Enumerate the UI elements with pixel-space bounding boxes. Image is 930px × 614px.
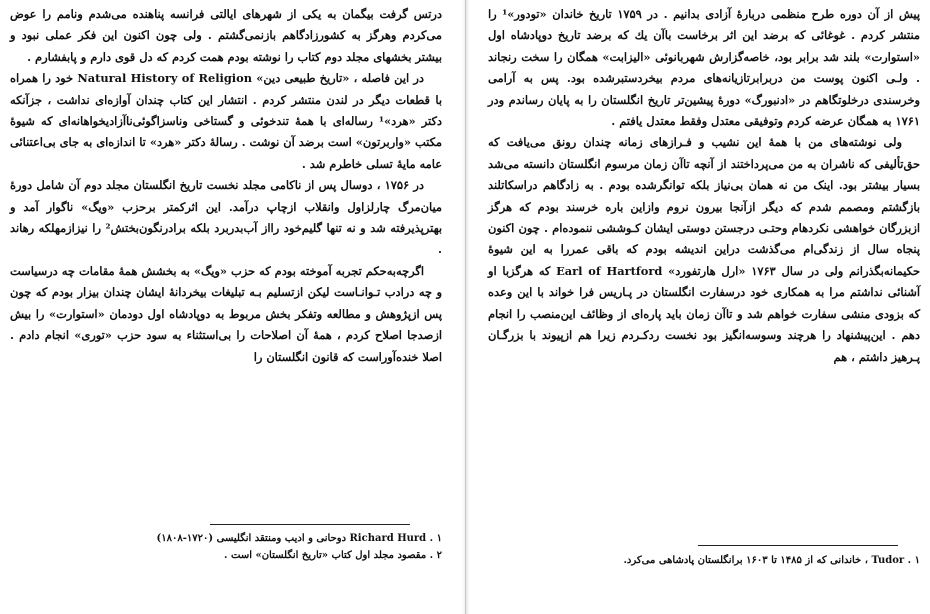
left-page bbox=[0, 0, 452, 614]
right-page-body bbox=[488, 4, 920, 368]
paragraph: ولی نوشته‌های من با همهٔ این نشیب و فـرازهای زمانه چندان رونق می‌یافت که حق‌تألیفی که ناشران به من می‌پرداختند از آنچه تاآن زمان مرسوم انگلستان دانسته می‌شد بسیار بیشتر بود. اینک من نه همان بی‌نیاز بلکه توانگرشده بودم . به زادگاهم دراسکاتلند بازگشتم ومصمم شدم که دیگر ازآنجا بیرون نروم وازاین باره خرسند بودم که هرگز ازبزرگان خواهشی نکردهام وحتـی درجستن دوستی ایشان کـوششی ننموده‌ام . چون اکنون پنجاه سال از زندگی‌ام می‌گذشت دراین اندیشه بودم که باقی عمررا به این شیوهٔ حکیمانه‌بگذرانم ولی در سال ۱۷۶۳ «ارل هارتفورد» Earl of Hartford که هرگزبا او آشنائی نداشتم مرا به همکاری خود درسفارت انگلستان در پـاریس فرا خواند با این وعده که بزودی منشی سفارت خواهم شد و تاآن زمان باید پاره‌ای از وظائف این‌منصب را انجام دهم . این‌پیشنهاد را هرچند وسوسه‌انگیز بود نخست ردکـردم زیرا هم ازپیوند با بزرگـان پـرهیز داشتم ، هم bbox=[488, 135, 920, 364]
footnote-divider bbox=[698, 545, 898, 546]
gutter-divider bbox=[465, 0, 466, 614]
left-page-body bbox=[10, 4, 442, 368]
paragraph: در ۱۷۵۶ ، دوسال پس از ناکامی مجلد نخست تاریخ انگلستان مجلد دوم آن شامل دورهٔ میان‌مرگ چارلزاول وانقلاب ازچاپ درآمد. این اثرکمتر برحزب «ویگ» ناگوار آمد و بهترپذیرفته شد و نه تنها گلیم‌خود رااز آب‌بدربرد بلکه برادرنگون‌بختش² را نیزازمهلکه رهاند . bbox=[10, 178, 442, 257]
paragraph: در این فاصله ، «تاریخ طبیعی دین» Natural History of Religion خود را همراه با قطعات دیگر در لندن منتشر کردم . انتشار این کتاب چندان آوازه‌ای نداشت ، جزآنکه دکتر «هرد»¹ رساله‌ای با همهٔ تندخوئی و گستاخی وناسزاگوئی‌ناآزادیخواهانه‌ای که شیوهٔ مکتب «واربرتون» است برضد آن نوشت . رسالهٔ دکتر «هرد» تا اندازه‌ای به جای بی‌اعتنائی عامه مایهٔ تسلی خاطرم شد . bbox=[9, 71, 442, 171]
footnote: ۱ . Tudor ، خاندانی که از ۱۴۸۵ تا ۱۶۰۳ برانگلستان پادشاهی می‌کرد. bbox=[623, 555, 920, 566]
footnote: ۲ . مقصود مجلد اول کتاب «تاریخ انگلستان» است . bbox=[224, 550, 442, 561]
paragraph: درتس گرفت بیگمان به یکی از شهرهای ایالتی فرانسه پناهنده می‌شدم ونامم را عوض می‌کردم وهرگز به کشورزادگاهم بازنمی‌گشتم . ولی چون اکنون این فکر عملی نبود و بیشتر بخشهای مجلد دوم کتاب را نوشته بودم همت کردم که دل قوی دارم و پابفشارم . bbox=[10, 7, 442, 64]
paragraph: پیش از آن دوره طرح منظمی دربارهٔ آزادی بدانیم . در ۱۷۵۹ تاریخ خاندان «تودور»¹ را منتشر کردم . غوغائی که برضد این اثر برخاست باآن یك که برضد تاریخ دوپادشاه اول «استوارت» بلند شد برابر بود، خاصه‌گزارش شهربانوئی «الیزابت» همگان را سخت رنجاند . ولـی اکنون پوست من دربرابرتازیانه‌های مردم بیخردستبرشده بود. پس به آرامی وخرسندی درخلوتگاهم در «ادنبورگ» دورهٔ پیشین‌تر تاریخ انگلستان را به پایان رساندم ودر ۱۷۶۱ به همگان عرضه کردم وتوفیقی معتدل وفقط معتدل یافتم . bbox=[488, 7, 920, 129]
footnote-divider bbox=[210, 524, 410, 525]
book-gutter bbox=[462, 0, 470, 614]
right-page bbox=[478, 0, 930, 614]
footnote: ۱ . Richard Hurd دوحانی و ادیب ومنتقد انگلیسی (۱۷۲۰-۱۸۰۸) bbox=[156, 533, 442, 544]
paragraph: اگرچه‌به‌حکم تجربه آموخته بودم که حزب «ویگ» به بخشش همهٔ مقامات چه درسیاست و چه درادب تـوانـاست لیکن ازتسلیم بـه تبلیغات بیخردانهٔ ایشان چندان بیزار بودم که چون پس ازپژوهش و مطالعه وتفکر بخش مربوط به دوپادشاه اول دودمان «استوارت» را بیش ازصدجا اصلاح کردم ، همهٔ آن اصلاحات را بی‌استثناء به سود حزب «توری» انجام دادم . اصلا خنده‌آوراست که قانون انگلستان را bbox=[10, 263, 442, 364]
left-page-footnotes bbox=[10, 530, 442, 564]
right-page-footnotes bbox=[488, 552, 920, 569]
